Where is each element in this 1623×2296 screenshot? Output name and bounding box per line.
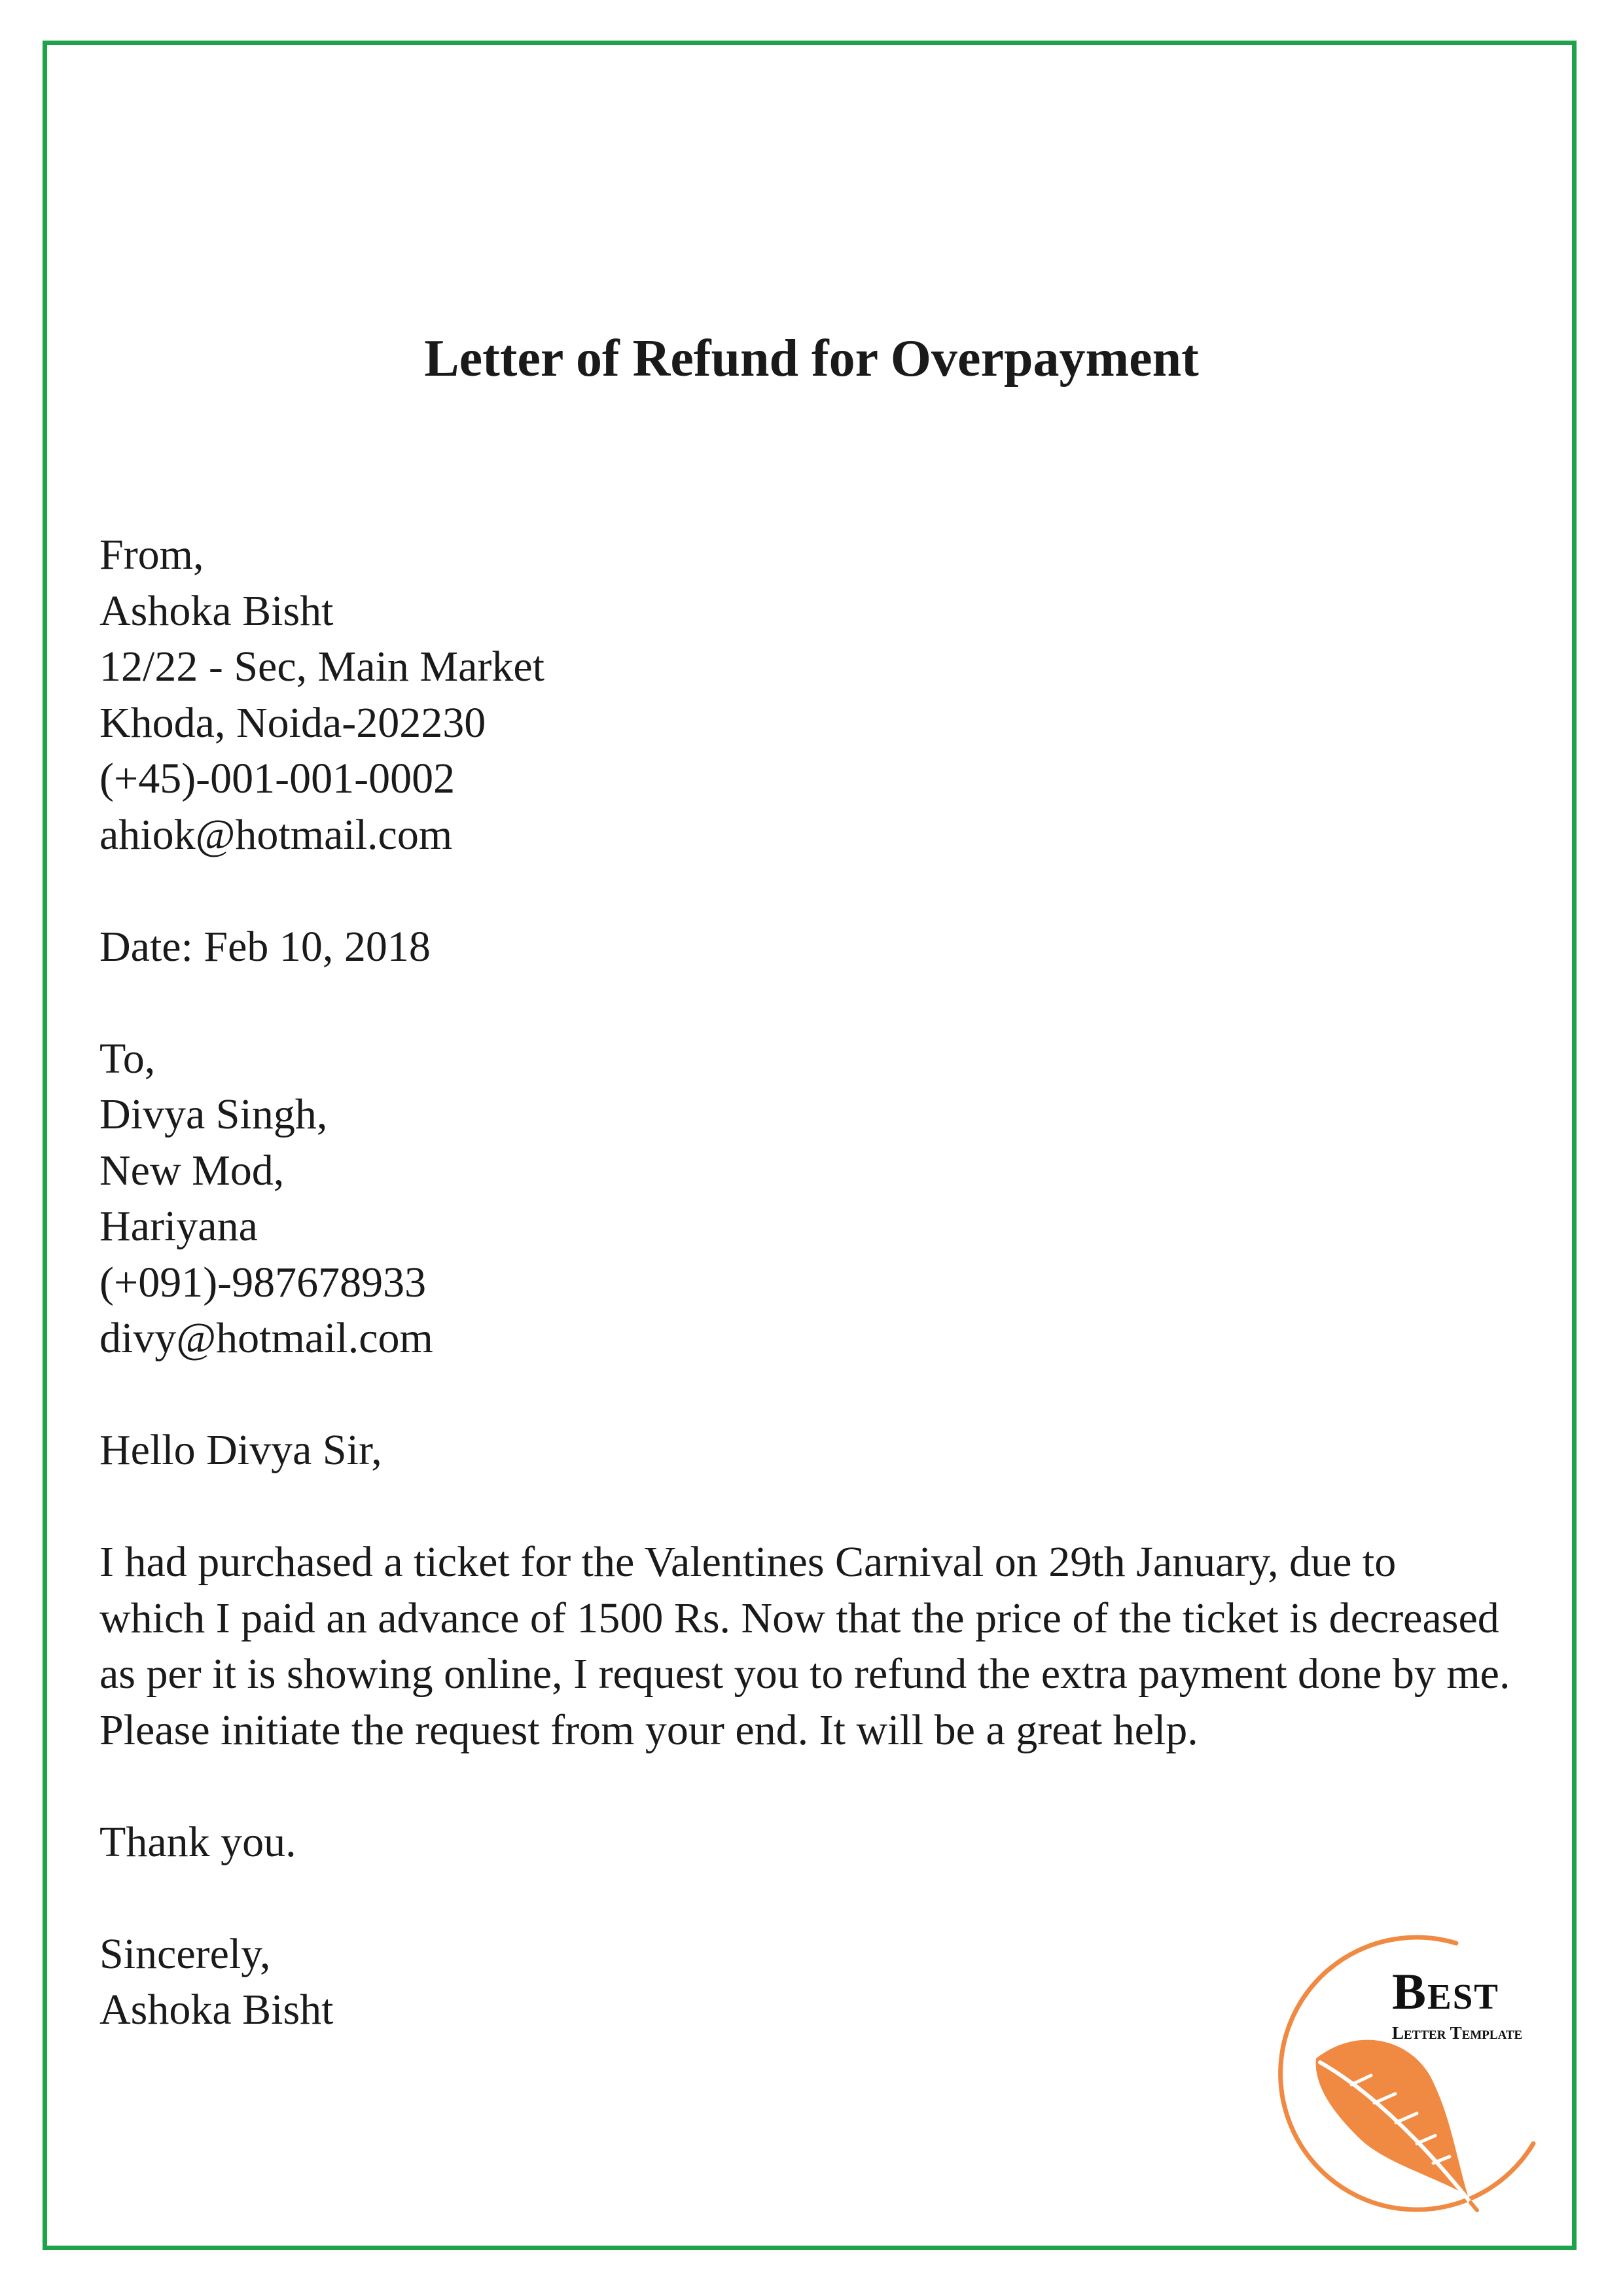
recipient-address-line2: Hariyana bbox=[99, 1202, 258, 1250]
closing-text: Sincerely, bbox=[99, 1929, 271, 1978]
to-label: To, bbox=[99, 1034, 156, 1083]
sender-address-line1: 12/22 - Sec, Main Market bbox=[99, 643, 545, 691]
body-line: as per it is showing online, I request you to refund the extra payment done by me. bbox=[99, 1650, 1510, 1698]
recipient-name: Divya Singh, bbox=[99, 1090, 328, 1138]
letter-title: Letter of Refund for Overpayment bbox=[424, 330, 1199, 387]
recipient-email: divy@hotmail.com bbox=[99, 1314, 433, 1362]
sender-email: ahiok@hotmail.com bbox=[99, 810, 453, 859]
logo-subtitle: Letter Template bbox=[1392, 2023, 1523, 2043]
recipient-block bbox=[99, 1031, 1539, 1367]
letter-date: Date: Feb 10, 2018 bbox=[99, 922, 431, 971]
sender-block bbox=[99, 527, 1539, 863]
sender-phone: (+45)-001-001-0002 bbox=[99, 755, 455, 802]
recipient-phone: (+091)-987678933 bbox=[99, 1258, 427, 1306]
body-line: Please initiate the request from your end. It will be a great help. bbox=[99, 1706, 1198, 1754]
greeting: Hello Divya Sir, bbox=[99, 1426, 382, 1474]
sender-address-line2: Khoda, Noida-202230 bbox=[99, 698, 486, 747]
recipient-address-line1: New Mod, bbox=[99, 1146, 285, 1194]
body-line: which I paid an advance of 1500 Rs. Now that the price of the ticket is decreased bbox=[99, 1594, 1499, 1642]
logo-word: Best bbox=[1392, 1963, 1499, 2020]
greeting-block bbox=[99, 1422, 1539, 1479]
thanks-text: Thank you. bbox=[99, 1818, 296, 1866]
best-letter-template-logo bbox=[1260, 1928, 1567, 2215]
signature-name: Ashoka Bisht bbox=[99, 1986, 334, 2034]
sender-name: Ashoka Bisht bbox=[99, 586, 334, 635]
thanks-block bbox=[99, 1814, 1539, 1871]
from-label: From, bbox=[99, 531, 204, 579]
body-paragraph bbox=[99, 1534, 1539, 1758]
letter-body bbox=[99, 527, 1539, 2038]
body-line: I had purchased a ticket for the Valentines Carnival on 29th January, due to bbox=[99, 1538, 1397, 1586]
date-block bbox=[99, 919, 1539, 975]
